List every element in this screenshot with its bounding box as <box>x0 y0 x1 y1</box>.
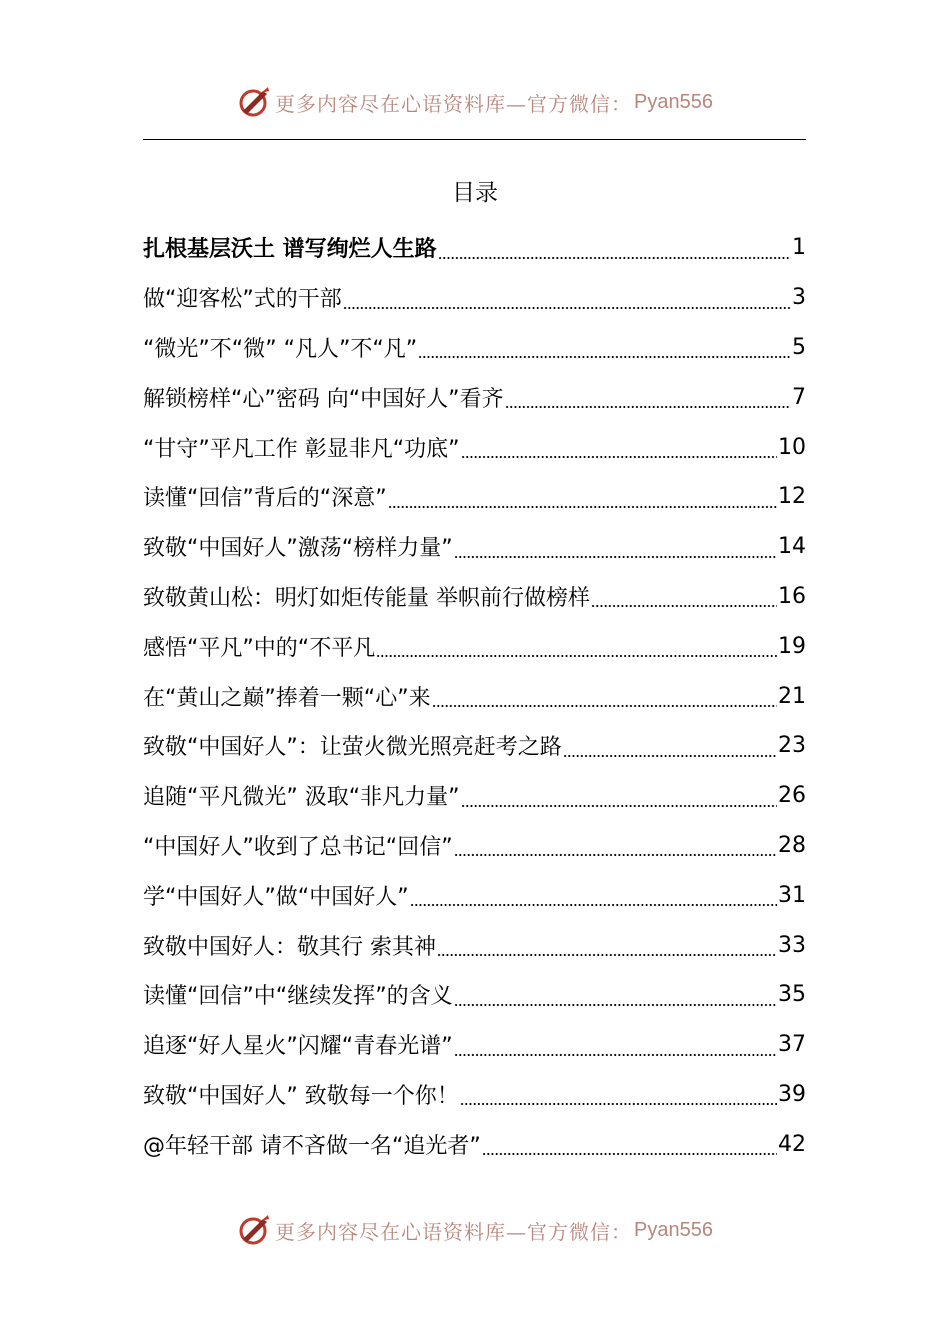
toc-entry[interactable] <box>143 1020 806 1070</box>
pen-logo-icon <box>237 1213 271 1247</box>
toc-entry[interactable] <box>143 273 806 323</box>
toc-entry-title: 致敬黄山松：明灯如炬传能量 举帜前行做榜样 <box>143 585 590 611</box>
header-wechat-id: Pyan556 <box>634 90 713 113</box>
table-of-contents <box>143 223 806 1169</box>
toc-entry[interactable] <box>143 572 806 622</box>
toc-leader-dots <box>410 904 777 906</box>
toc-entry-title: “微光”不“微” “凡人”不“凡” <box>143 336 418 362</box>
toc-entry[interactable] <box>143 372 806 422</box>
pen-logo-icon <box>237 85 271 119</box>
toc-entry[interactable] <box>143 223 806 273</box>
toc-leader-dots <box>461 456 777 458</box>
toc-entry-page: 23 <box>778 733 806 759</box>
toc-entry-title: 学“中国好人”做“中国好人” <box>143 884 409 910</box>
toc-entry-title: “甘守”平凡工作 彰显非凡“功底” <box>143 436 460 462</box>
toc-leader-dots <box>460 1103 777 1105</box>
toc-entry-title: @年轻干部 请不吝做一名“追光者” <box>143 1133 481 1159</box>
toc-leader-dots <box>437 954 777 956</box>
toc-leader-dots <box>454 1054 777 1056</box>
toc-entry[interactable] <box>143 870 806 920</box>
toc-entry[interactable] <box>143 920 806 970</box>
toc-entry-title: 感悟“平凡”中的“不平凡 <box>143 635 376 661</box>
toc-leader-dots <box>432 705 777 707</box>
toc-entry-title: 读懂“回信”中“继续发挥”的含义 <box>143 984 453 1010</box>
toc-entry-title: 致敬中国好人：敬其行 索其神 <box>143 934 436 960</box>
toc-entry-page: 35 <box>778 982 806 1008</box>
toc-leader-dots <box>376 655 777 657</box>
toc-entry-page: 19 <box>778 633 806 659</box>
toc-entry[interactable] <box>143 323 806 373</box>
footer-banner-text: 更多内容尽在心语资料库—官方微信： <box>275 1219 633 1244</box>
toc-entry-page: 7 <box>792 384 806 410</box>
toc-entry[interactable] <box>143 671 806 721</box>
toc-entry[interactable] <box>143 621 806 671</box>
toc-entry-page: 1 <box>792 235 806 261</box>
toc-leader-dots <box>418 356 791 358</box>
footer-banner <box>0 1213 950 1247</box>
toc-entry-title: 扎根基层沃土 谱写绚烂人生路 <box>143 237 437 263</box>
toc-entry-page: 12 <box>778 484 806 510</box>
toc-entry-page: 3 <box>792 285 806 311</box>
footer-wechat-id: Pyan556 <box>634 1218 713 1241</box>
toc-entry-title: 致敬“中国好人”：让萤火微光照亮赶考之路 <box>143 735 562 761</box>
toc-entry-page: 33 <box>778 932 806 958</box>
toc-entry[interactable] <box>143 771 806 821</box>
header-banner-text: 更多内容尽在心语资料库—官方微信： <box>275 91 633 116</box>
toc-entry-page: 37 <box>778 1032 806 1058</box>
toc-leader-dots <box>343 307 791 309</box>
toc-entry-page: 14 <box>778 534 806 560</box>
toc-entry-title: 解锁榜样“心”密码 向“中国好人”看齐 <box>143 386 504 412</box>
toc-entry[interactable] <box>143 970 806 1020</box>
toc-entry-title: 致敬“中国好人” 致敬每一个你！ <box>143 1083 459 1109</box>
toc-entry-title: 致敬“中国好人”激荡“榜样力量” <box>143 536 453 562</box>
toc-entry-page: 10 <box>778 434 806 460</box>
toc-entry[interactable] <box>143 1119 806 1169</box>
toc-entry-page: 16 <box>778 583 806 609</box>
toc-entry-page: 28 <box>778 832 806 858</box>
toc-entry-title: 读懂“回信”背后的“深意” <box>143 486 387 512</box>
toc-entry-title: 在“黄山之巅”捧着一颗“心”来 <box>143 685 431 711</box>
toc-entry-title: 做“迎客松”式的干部 <box>143 287 342 313</box>
toc-entry-page: 5 <box>792 334 806 360</box>
toc-entry-page: 39 <box>778 1081 806 1107</box>
toc-leader-dots <box>388 506 777 508</box>
toc-entry[interactable] <box>143 472 806 522</box>
toc-entry-page: 42 <box>778 1131 806 1157</box>
toc-entry-page: 31 <box>778 882 806 908</box>
toc-leader-dots <box>438 257 791 259</box>
toc-leader-dots <box>563 755 777 757</box>
toc-entry[interactable] <box>143 1070 806 1120</box>
toc-leader-dots <box>482 1153 777 1155</box>
toc-leader-dots <box>454 1004 777 1006</box>
toc-entry[interactable] <box>143 522 806 572</box>
header-banner <box>0 85 950 119</box>
toc-title: 目录 <box>452 180 498 206</box>
toc-entry-title: “中国好人”收到了总书记“回信” <box>143 834 453 860</box>
toc-leader-dots <box>505 406 791 408</box>
toc-leader-dots <box>461 805 777 807</box>
toc-entry-title: 追随“平凡微光” 汲取“非凡力量” <box>143 785 460 811</box>
toc-entry-page: 21 <box>778 683 806 709</box>
toc-entry-page: 26 <box>778 783 806 809</box>
toc-leader-dots <box>591 605 777 607</box>
toc-entry-title: 追逐“好人星火”闪耀“青春光谱” <box>143 1034 453 1060</box>
header-divider <box>143 139 806 140</box>
toc-leader-dots <box>454 854 777 856</box>
toc-leader-dots <box>454 556 777 558</box>
toc-entry[interactable] <box>143 821 806 871</box>
toc-entry[interactable] <box>143 422 806 472</box>
toc-entry[interactable] <box>143 721 806 771</box>
